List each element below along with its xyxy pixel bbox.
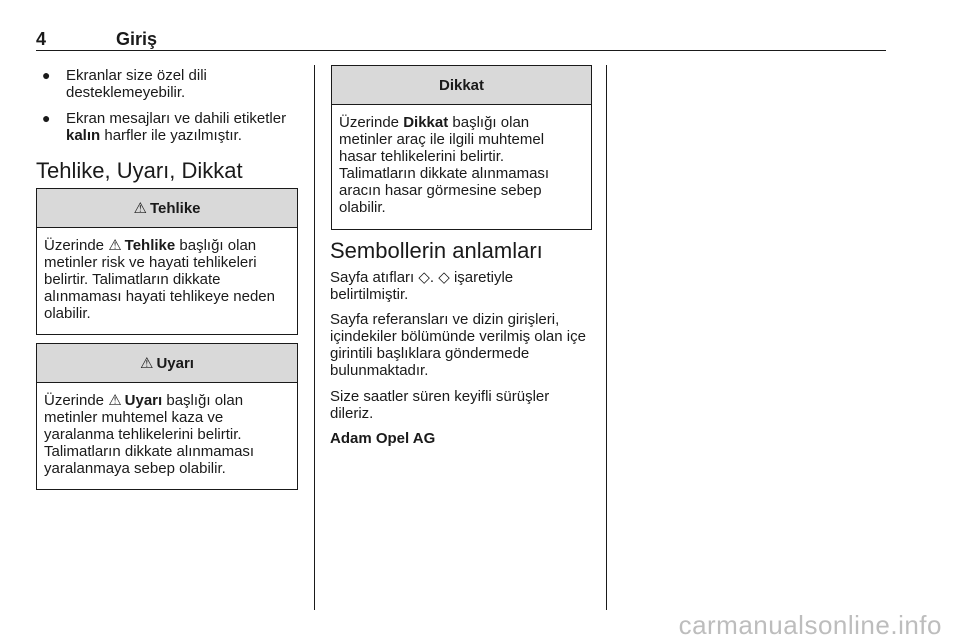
warning-triangle-icon: ⚠ <box>133 200 147 217</box>
column-divider-left <box>314 65 315 610</box>
danger-box <box>36 188 298 335</box>
danger-box-body: Üzerinde ⚠ Tehlike başlığı olan metinler risk ve hayati tehlikeleri belirtir. Talimatların dikkate alınmaması hayati tehlikeye neden olabilir. <box>44 237 275 322</box>
caution-box-body: Üzerinde Dikkat başlığı olan metinler araç ile ilgili muhtemel hasar tehlikelerini belirtir. Talimatların dikkate alınmaması aracın hasar görmesine sebep olabilir. <box>339 114 550 216</box>
warning-triangle-icon: ⚠ <box>108 392 122 409</box>
signature: Adam Opel AG <box>330 430 436 447</box>
page-header <box>36 24 886 51</box>
column-divider-right <box>606 65 607 610</box>
heading-symbols: Sembollerin anlamları <box>330 238 543 263</box>
caution-box <box>331 65 592 230</box>
watermark: carmanualsonline.info <box>678 610 942 640</box>
bullet-list <box>42 67 302 153</box>
heading-hazard-levels: Tehlike, Uyarı, Dikkat <box>36 158 243 183</box>
warning-box-body: Üzerinde ⚠ Uyarı başlığı olan metinler muhtemel kaza ve yaralanma tehlikelerini belirtir. Talimatların dikkate alınmaması yaralanmaya sebep olabilir. <box>44 392 255 477</box>
caution-box-header: Dikkat <box>332 66 591 105</box>
bullet-icon: ● <box>42 110 51 126</box>
list-item: ● Ekran mesajları ve dahili etiketler kalın harfler ile yazılmıştır. <box>42 110 287 144</box>
warning-triangle-icon: ⚠ <box>140 355 154 372</box>
page-section-title: Giriş <box>116 29 158 49</box>
page-number: 4 <box>36 29 47 49</box>
paragraph-page-refs: Sayfa atıfları ◇. ◇ işaretiyle belirtilmiştir. <box>330 269 514 303</box>
list-item: ● Ekranlar size özel dili desteklemeyebilir. <box>42 67 207 101</box>
paragraph-index-refs: Sayfa referansları ve dizin girişleri, içindekiler bölümünde verilmiş olan içe girintili başlıklara göndermede bulunmaktadır. <box>330 311 586 379</box>
paragraph-greeting: Size saatler süren keyifli sürüşler dileriz. <box>330 388 550 422</box>
warning-triangle-icon: ⚠ <box>108 237 122 254</box>
danger-box-header: ⚠ Tehlike <box>37 189 297 228</box>
warning-box <box>36 343 298 490</box>
warning-box-header: ⚠ Uyarı <box>37 344 297 383</box>
bullet-icon: ● <box>42 67 51 83</box>
